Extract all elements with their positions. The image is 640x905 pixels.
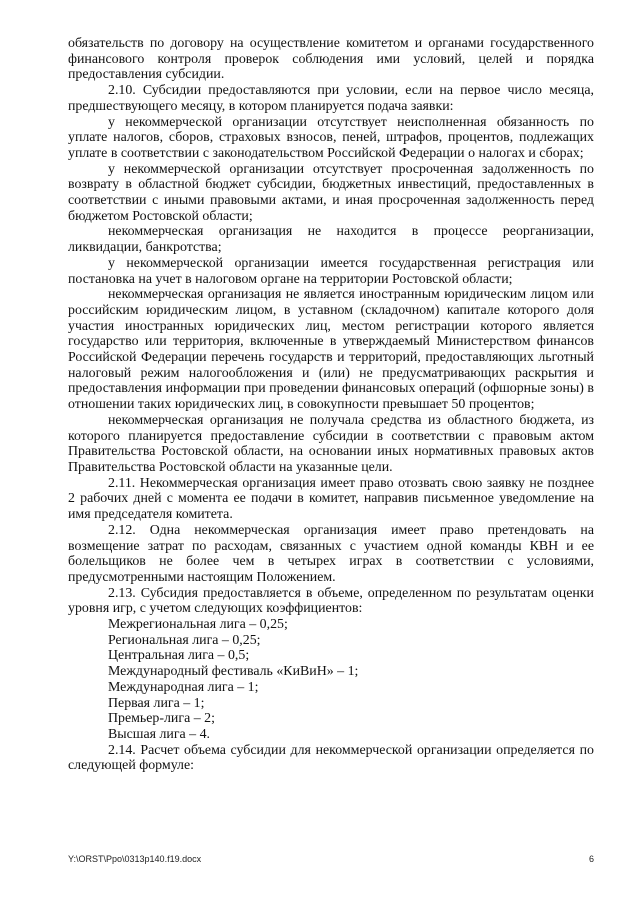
coefficient-item: Региональная лига – 0,25; (108, 632, 261, 648)
coefficient-item: Центральная лига – 0,5; (108, 648, 250, 664)
paragraph-2-10: 2.10. Субсидии предоставляются при условии, если на первое число месяца, предшествующего месяцу, в котором планируется подача заявки: (68, 83, 594, 114)
paragraph-2-12: 2.12. Одна некоммерческая организация имеет право претендовать на возмещение затрат по расходам, связанных с участием одной команды КВН и ее болельщиков не более чем в четырех играх в соответствии с условиями, предусмотренными настоящим Положением. (68, 522, 594, 585)
paragraph-2-13: 2.13. Субсидия предоставляется в объеме, определенном по результатам оценки уровня игр, с учетом следующих коэффициентов: (68, 585, 594, 617)
coefficient-item: Премьер-лига – 2; (108, 711, 215, 727)
footer-file-path: Y:\ORST\Ppo\0313p140.f19.docx (68, 854, 202, 864)
condition-no-other-funds: некоммерческая организация не получала средства из областного бюджета, из которого планируется предоставление субсидии в соответствии с правовым актом Правительства Ростовской области, на основании иных нормативных правовых актов Правительства Ростовской области на указанные цели. (68, 412, 594, 475)
paragraph-2-11: 2.11. Некоммерческая организация имеет право отозвать свою заявку не позднее 2 рабочих дней с момента ее подачи в комитет, направив письменное уведомление на имя председателя комитета. (68, 475, 594, 523)
coefficient-item: Международная лига – 1; (108, 679, 259, 695)
condition-no-overdue-debt: у некоммерческой организации отсутствует просроченная задолженность по возврату в областной бюджет субсидии, бюджетных инвестиций, предоставленных в соответствии с иными правовыми актами, и иная просроченная задолженность перед бюджетом Ростовской области; (68, 161, 594, 224)
coefficient-item: Международный фестиваль «КиВиН» – 1; (108, 664, 359, 680)
condition-not-foreign-entity: некоммерческая организация не является иностранным юридическим лицом или российским юридическим лицом, в уставном (складочном) капитале которого доля участия иностранных юридических лиц, местом регистрации которого является государство или территория, включенные в утверждаемый Министерством финансов Российской Федерации перечень государств и территорий, предоставляющих льготный налоговый режим налогообложения и (или) не предусматривающих раскрытия и предоставления информации при проведении финансовых операций (офшорные зоны) в отношении таких юридических лиц, в совокупности превышает 50 процентов; (68, 287, 594, 413)
paragraph-continuation: обязательств по договору на осуществление комитетом и органами государственного финансового контроля проверок соблюдения ими условий, целей и порядка предоставления субсидии. (68, 36, 594, 83)
coefficient-item: Первая лига – 1; (108, 695, 205, 711)
page-number: 6 (588, 854, 594, 864)
condition-registration: у некоммерческой организации имеется государственная регистрация или постановка на учет в налоговом органе на территории Ростовской области; (68, 255, 594, 287)
document-body (68, 36, 594, 774)
coefficient-item: Высшая лига – 4. (108, 726, 211, 742)
coefficient-item: Межрегиональная лига – 0,25; (108, 617, 288, 633)
condition-no-reorganization: некоммерческая организация не находится в процессе реорганизации, ликвидации, банкротства; (68, 224, 594, 256)
page-footer (68, 854, 594, 868)
condition-no-tax-debt: у некоммерческой организации отсутствует неисполненная обязанность по уплате налогов, сборов, страховых взносов, пеней, штрафов, процентов, подлежащих уплате в соответствии с законодательством Российской Федерации о налогах и сборах; (68, 114, 594, 161)
paragraph-2-14: 2.14. Расчет объема субсидии для некоммерческой организации определяется по следующей формуле: (68, 742, 594, 774)
